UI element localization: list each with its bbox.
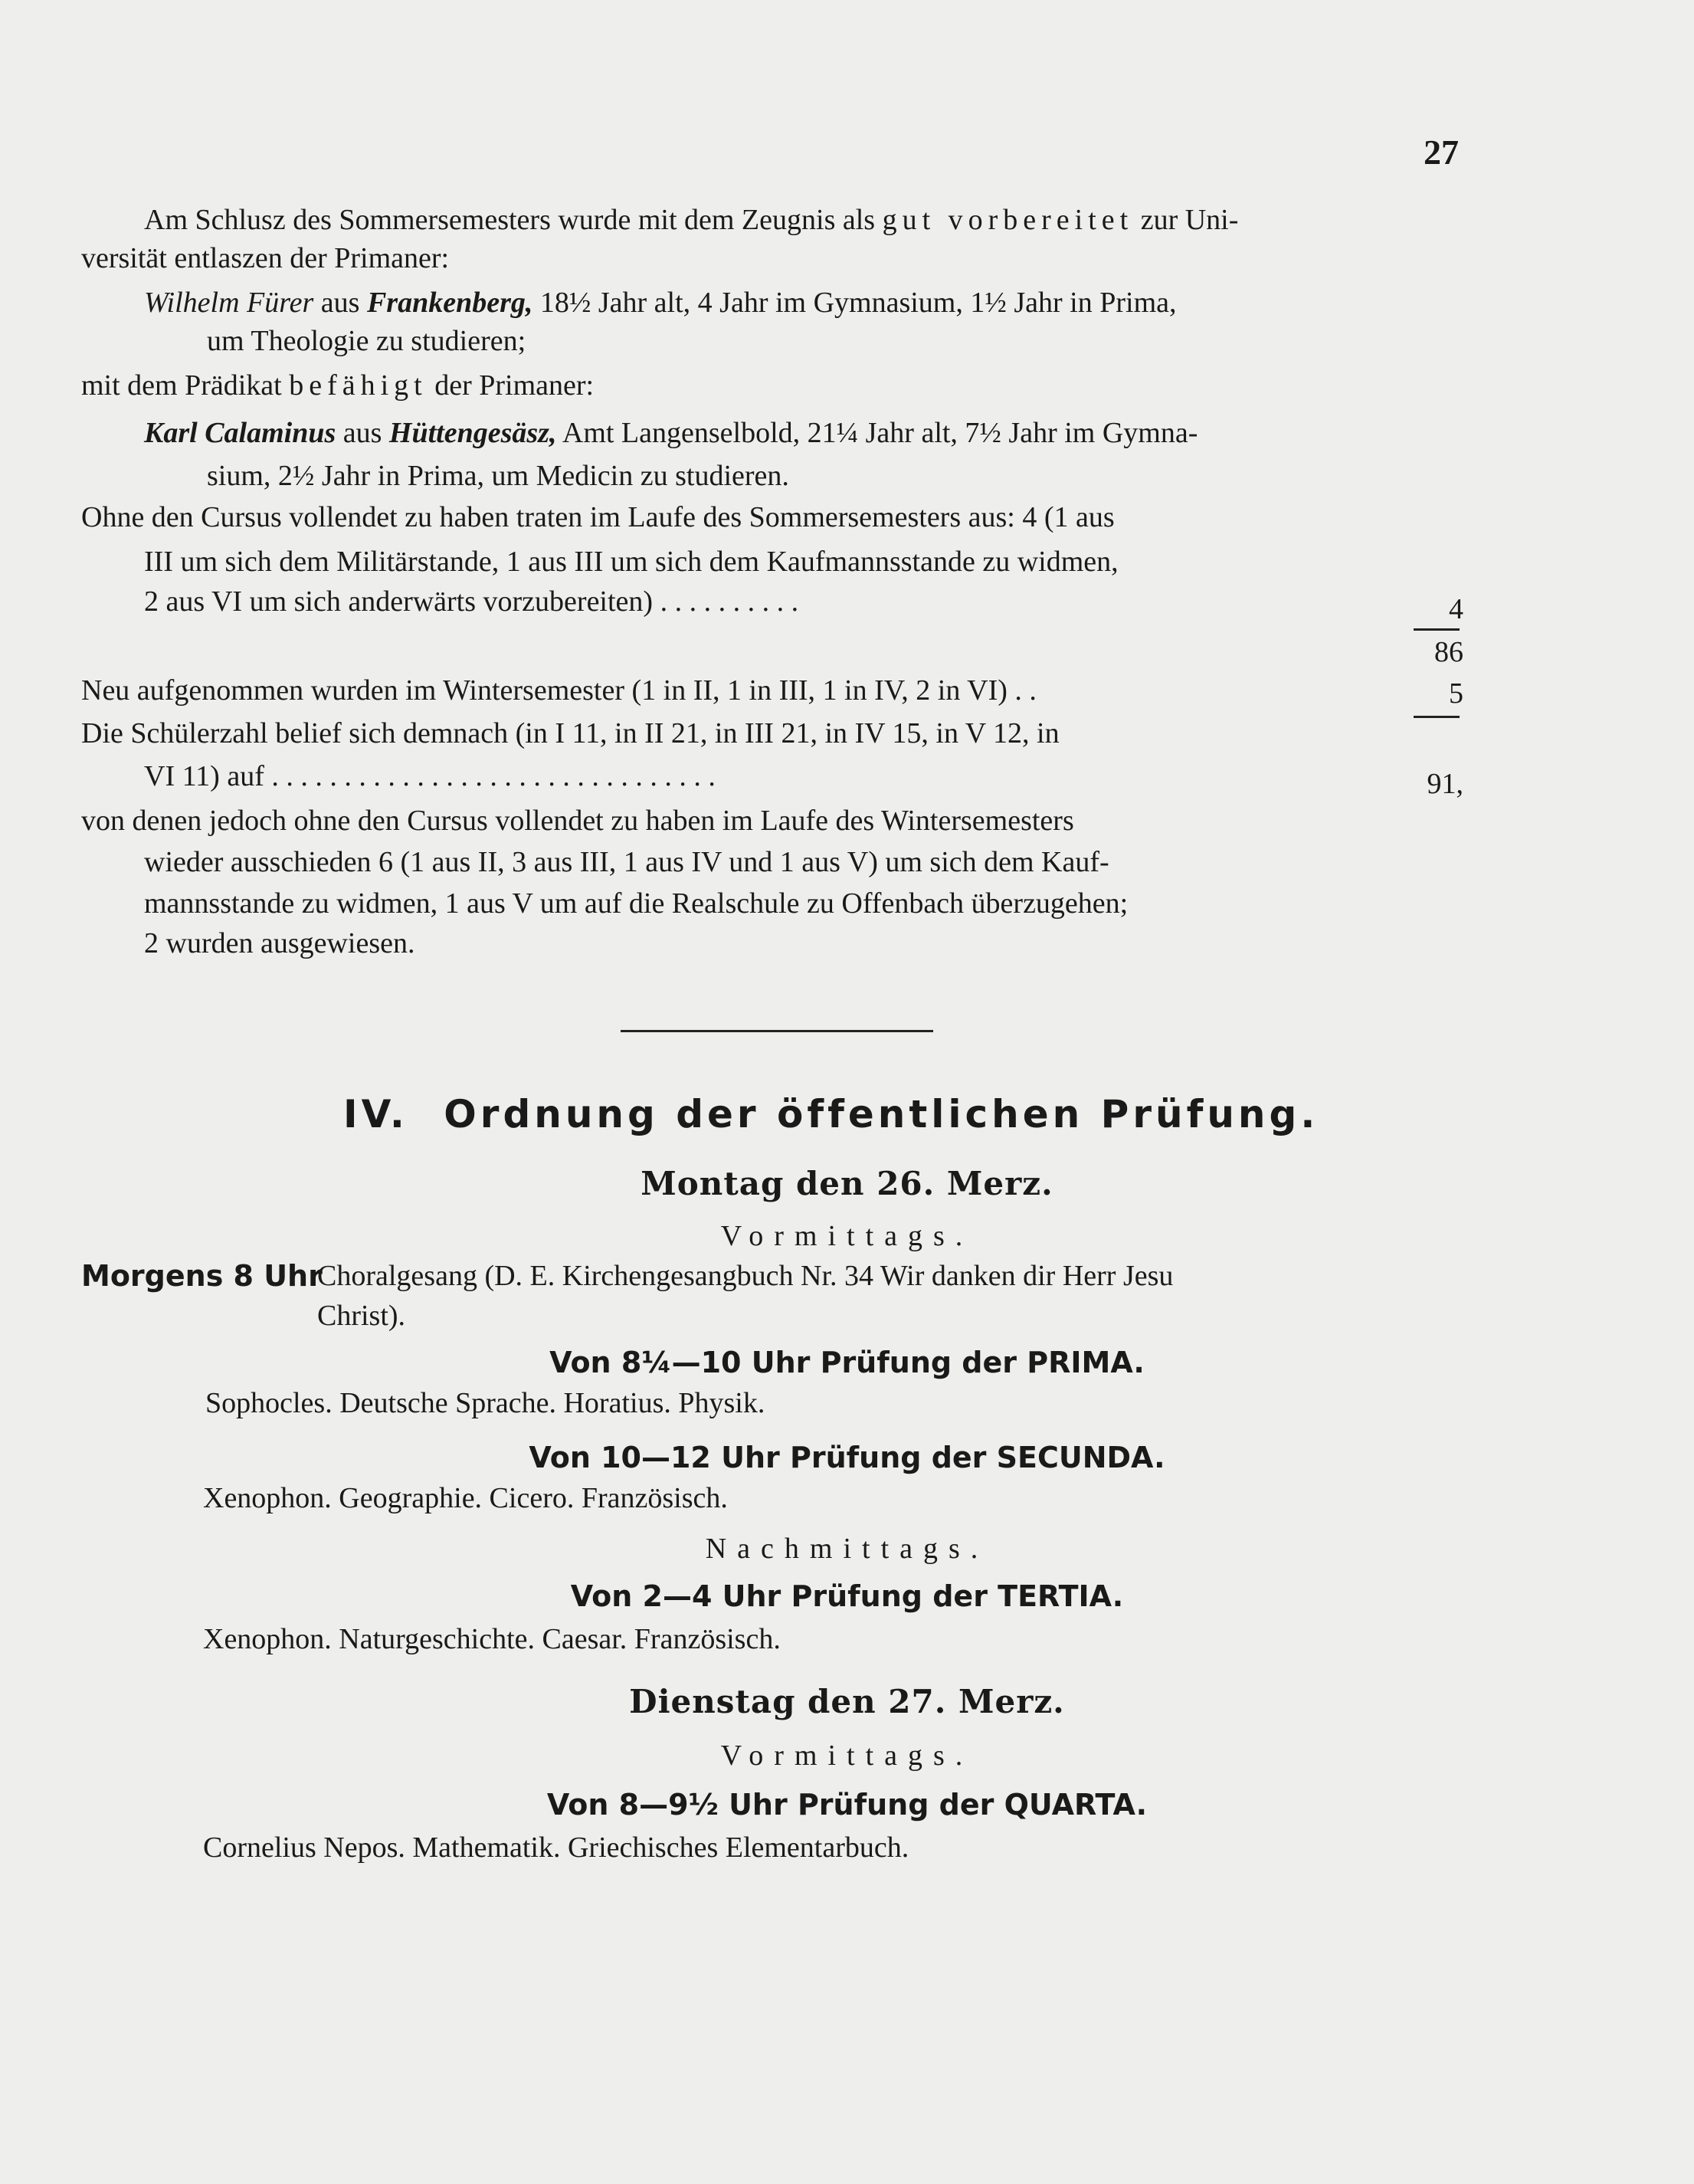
page-number: 27 <box>1424 133 1459 172</box>
text-line: sium, 2½ Jahr in Prima, um Medicin zu studieren. <box>207 460 789 492</box>
text-span: der Primaner: <box>427 369 595 402</box>
text-line: mannsstande zu widmen, 1 aus V um auf die Realschule zu Offenbach überzugehen; <box>144 887 1129 920</box>
text-span: aus <box>313 287 367 319</box>
text-line: um Theologie zu studieren; <box>207 325 526 357</box>
text-span: 18½ Jahr alt, 4 Jahr im Gymnasium, 1½ Jahr in Prima, <box>532 287 1177 319</box>
exam-heading-secunda: Von 10—12 Uhr Prüfung der SECUNDA. <box>529 1441 1165 1474</box>
person-name: Karl Calaminus <box>144 417 336 449</box>
day-heading: Montag den 26. Merz. <box>641 1165 1053 1202</box>
text-line: versität entlaszen der Primaner: <box>81 242 450 274</box>
exam-heading-prima: Von 8¼—10 Uhr Prüfung der PRIMA. <box>549 1346 1145 1379</box>
text-line <box>144 414 1198 452</box>
sum-rule <box>1414 716 1460 718</box>
text-line <box>81 366 594 405</box>
text-line: wieder ausschieden 6 (1 aus II, 3 aus III, 1 aus IV und 1 aus V) um sich dem Kauf- <box>144 846 1109 878</box>
text-line: 2 aus VI um sich anderwärts vorzubereiten) . . . . . . . . . . <box>144 585 799 618</box>
day-heading: Dienstag den 27. Merz. <box>629 1683 1065 1720</box>
section-title: Ordnung der öffentlichen Prüfung. <box>444 1092 1319 1136</box>
count-value: 4 <box>1449 593 1463 625</box>
subject-list: Xenophon. Naturgeschichte. Caesar. Französisch. <box>203 1623 781 1655</box>
text-span: Am Schlusz des Sommersemesters wurde mit dem Zeugnis als <box>144 204 883 236</box>
person-name: Wilhelm Fürer <box>144 287 314 319</box>
text-line: von denen jedoch ohne den Cursus vollendet zu haben im Laufe des Wintersemesters <box>81 805 1074 837</box>
text-line: VI 11) auf . . . . . . . . . . . . . . . . . . . . . . . . . . . . . . . <box>144 760 716 792</box>
exam-heading-tertia: Von 2—4 Uhr Prüfung der TERTIA. <box>570 1579 1124 1613</box>
subject-list: Cornelius Nepos. Mathematik. Griechisches Elementarbuch. <box>203 1831 909 1864</box>
text-span: Amt Langenselbold, 21¼ Jahr alt, 7½ Jahr im Gymna- <box>556 417 1198 449</box>
spaced-text: gut vorbereitet <box>882 204 1134 236</box>
time-label: Morgens 8 Uhr <box>81 1259 323 1293</box>
text-line: Neu aufgenommen wurden im Wintersemester (1 in II, 1 in III, 1 in IV, 2 in VI) . . <box>81 674 1037 707</box>
schedule-text: Christ). <box>317 1300 406 1332</box>
text-span: mit dem Prädikat <box>81 369 290 402</box>
spaced-text: befähigt <box>289 369 428 402</box>
exam-heading-quarta: Von 8—9½ Uhr Prüfung der QUARTA. <box>546 1788 1148 1822</box>
sum-value: 86 <box>1434 636 1463 668</box>
count-value: 5 <box>1449 677 1463 710</box>
text-line <box>144 201 1238 239</box>
text-line <box>144 284 1177 322</box>
time-of-day-label: Vormittags. <box>720 1740 974 1772</box>
text-line: Ohne den Cursus vollendet zu haben traten im Laufe des Sommersemesters aus: 4 (1 aus <box>81 501 1115 533</box>
subject-list: Xenophon. Geographie. Cicero. Französisch. <box>203 1482 728 1514</box>
schedule-text: Choralgesang (D. E. Kirchengesangbuch Nr. 34 Wir danken dir Herr Jesu <box>317 1260 1174 1292</box>
text-span: aus <box>336 417 389 449</box>
text-line: Die Schülerzahl belief sich demnach (in I 11, in II 21, in III 21, in IV 15, in V 12, in <box>81 717 1060 749</box>
text-span: zur Uni- <box>1133 204 1239 236</box>
time-of-day-label: Vormittags. <box>720 1220 974 1252</box>
section-heading <box>343 1092 1319 1136</box>
place-name: Hüttengesäsz, <box>388 417 557 449</box>
text-line: 2 wurden ausgewiesen. <box>144 927 415 959</box>
time-of-day-label: Nachmittags. <box>705 1533 989 1565</box>
text-line: III um sich dem Militärstande, 1 aus III um sich dem Kaufmannsstande zu widmen, <box>144 546 1119 578</box>
subject-list: Sophocles. Deutsche Sprache. Horatius. Physik. <box>205 1387 765 1419</box>
place-name: Frankenberg, <box>366 287 533 319</box>
section-number: IV. <box>343 1092 408 1136</box>
total-value: 91, <box>1427 768 1463 800</box>
sum-rule <box>1414 628 1460 631</box>
section-divider <box>621 1030 933 1032</box>
